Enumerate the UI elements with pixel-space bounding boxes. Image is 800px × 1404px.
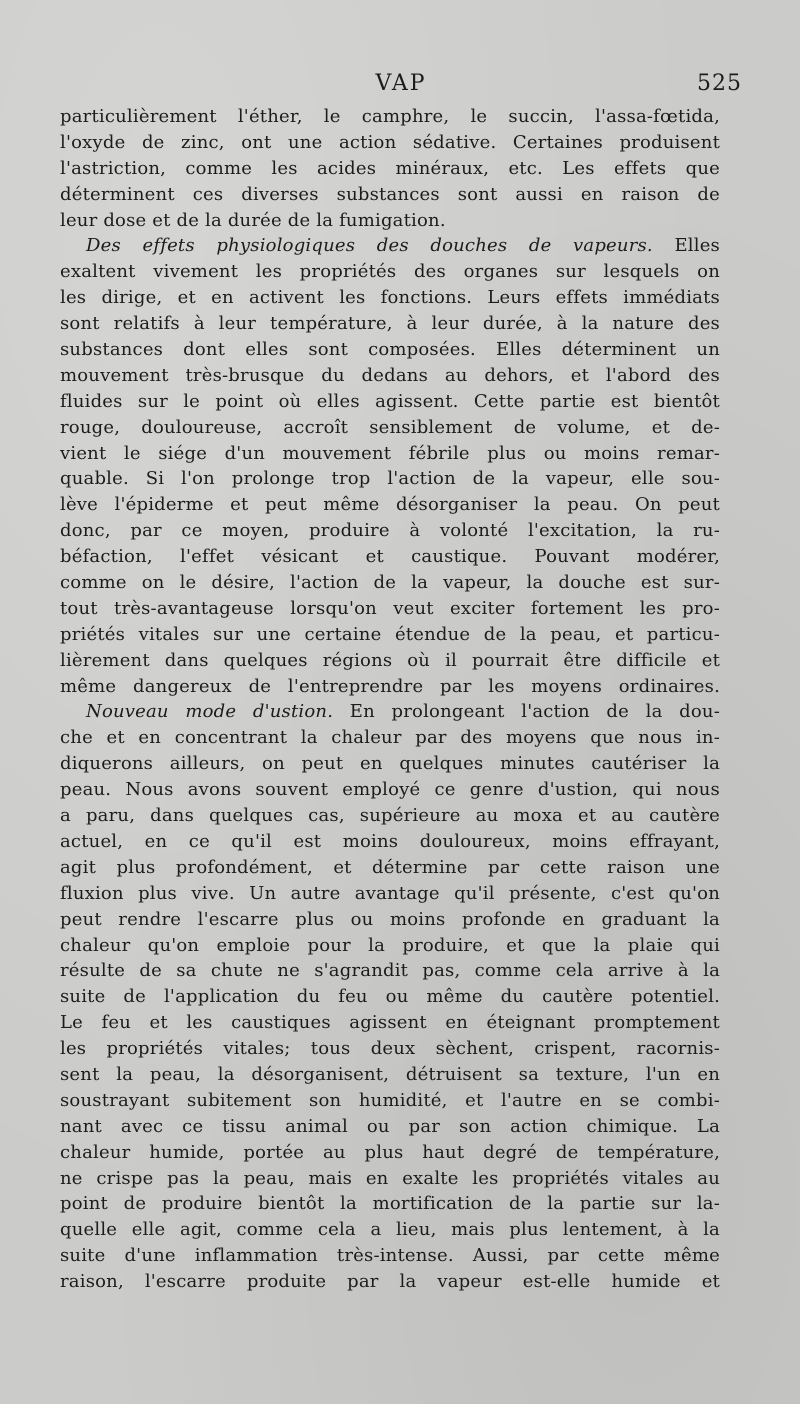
text-line: peut rendre l'escarre plus ou moins profonde en graduant la — [60, 908, 720, 930]
text-line: comme on le désire, l'action de la vapeur, la douche est sur- — [60, 572, 720, 594]
text-line: béfaction, l'effet vésicant et caustique. Pouvant modérer, — [60, 546, 720, 568]
text-line: sont relatifs à leur température, à leur durée, à la nature des — [60, 313, 720, 335]
paragraph-heading: Nouveau mode d'ustion. — [86, 701, 334, 723]
text-line: les dirige, et en activent les fonctions. Leurs effets immédiats — [60, 287, 720, 309]
text-line: lève l'épiderme et peut même désorganiser la peau. On peut — [60, 494, 720, 516]
text-line: leur dose et de la durée de la fumigation. — [60, 209, 446, 231]
text-line: quelle elle agit, comme cela a lieu, mais plus lentement, à la — [60, 1219, 720, 1241]
text-line: fluides sur le point où elles agissent. Cette partie est bientôt — [60, 390, 720, 412]
text-line: fluxion plus vive. Un autre avantage qu'il présente, c'est qu'on — [60, 882, 720, 904]
text-line: lièrement dans quelques régions où il pourrait être difficile et — [60, 649, 720, 671]
text-line: substances dont elles sont composées. Elles déterminent un — [60, 339, 720, 361]
text-line: vient le siége d'un mouvement fébrile plus ou moins remar- — [60, 442, 720, 464]
text-line: rouge, douloureuse, accroît sensiblement de volume, et de- — [60, 416, 720, 438]
text-line: priétés vitales sur une certaine étendue de la peau, et particu- — [60, 623, 720, 645]
text-line: Nouveau mode d'ustion. En prolongeant l'action de la dou- — [86, 701, 720, 723]
text-line: nant avec ce tissu animal ou par son action chimique. La — [60, 1115, 720, 1137]
text-line: déterminent ces diverses substances sont aussi en raison de — [60, 183, 720, 205]
text-line: sent la peau, la désorganisent, détruisent sa texture, l'un en — [60, 1063, 720, 1085]
text-line: Des effets physiologiques des douches de vapeurs. Elles — [86, 235, 720, 257]
text-line: même dangereux de l'entreprendre par les moyens ordinaires. — [60, 675, 720, 697]
paragraph-heading: Des effets physiologiques des douches de vapeurs. — [86, 235, 653, 257]
text-line: exaltent vivement les propriétés des organes sur lesquels on — [60, 261, 720, 283]
text-line: suite d'une inflammation très-intense. Aussi, par cette même — [60, 1245, 720, 1267]
text-line: ne crispe pas la peau, mais en exalte les propriétés vitales au — [60, 1167, 720, 1189]
text-line: actuel, en ce qu'il est moins douloureux, moins effrayant, — [60, 830, 720, 852]
text-line: quable. Si l'on prolonge trop l'action de la vapeur, elle sou- — [60, 468, 720, 490]
text-line: agit plus profondément, et détermine par cette raison une — [60, 856, 720, 878]
text-line: donc, par ce moyen, produire à volonté l'excitation, la ru- — [60, 520, 720, 542]
text-line: mouvement très-brusque du dedans au dehors, et l'abord des — [60, 364, 720, 386]
page-number: 525 — [697, 71, 742, 96]
text-line: raison, l'escarre produite par la vapeur est-elle humide et — [60, 1271, 720, 1293]
text-line: l'astriction, comme les acides minéraux, etc. Les effets que — [60, 157, 720, 179]
text-line: soustrayant subitement son humidité, et l'autre en se combi- — [60, 1089, 720, 1111]
text-line: point de produire bientôt la mortification de la partie sur la- — [60, 1193, 720, 1215]
text-line: l'oxyde de zinc, ont une action sédative. Certaines produisent — [60, 131, 720, 153]
text-line: chaleur qu'on emploie pour la produire, et que la plaie qui — [60, 934, 720, 956]
body-text — [60, 104, 720, 1295]
page-header — [60, 66, 742, 102]
text-line: tout très-avantageuse lorsqu'on veut exciter fortement les pro- — [60, 597, 720, 619]
text-line: résulte de sa chute ne s'agrandit pas, comme cela arrive à la — [60, 960, 720, 982]
text-line: Le feu et les caustiques agissent en éteignant promptement — [60, 1012, 720, 1034]
running-head: VAP — [375, 71, 427, 96]
text-line: suite de l'application du feu ou même du cautère potentiel. — [60, 986, 720, 1008]
text-line: che et en concentrant la chaleur par des moyens que nous in- — [60, 727, 720, 749]
text-line: particulièrement l'éther, le camphre, le succin, l'assa-fœtida, — [60, 106, 720, 127]
text-line: a paru, dans quelques cas, supérieure au moxa et au cautère — [60, 805, 720, 827]
text-line: diquerons ailleurs, on peut en quelques minutes cautériser la — [60, 753, 720, 775]
text-line: chaleur humide, portée au plus haut degré de température, — [60, 1141, 720, 1163]
text-line: les propriétés vitales; tous deux sèchent, crispent, racornis- — [60, 1038, 720, 1060]
text-line: peau. Nous avons souvent employé ce genre d'ustion, qui nous — [60, 779, 720, 801]
